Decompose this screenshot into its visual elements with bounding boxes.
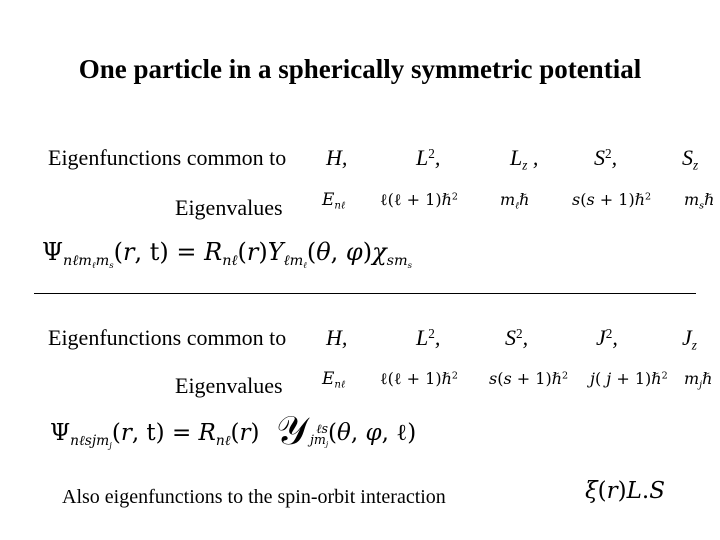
block2-ev-l: ℓ(ℓ + 1)ℏ$^2$ — [380, 369, 458, 388]
block1-label: Eigenfunctions common to — [48, 145, 287, 170]
block2-ev-s: s(s + 1)ℏ$^2$ — [489, 369, 569, 388]
block2-eigen-label: Eigenvalues — [175, 373, 283, 398]
block2-op-s2: $S^2$, — [505, 325, 529, 350]
block1-ev-s: s(s + 1)ℏ$^2$ — [572, 190, 652, 209]
block2-ev-energy: $E_{n\ell}$ — [322, 369, 346, 391]
block2-equation-lhs: $\Psi_{n\ell sjm_j}(r$, $t) = R_{n\ell}(r)$ — [50, 420, 260, 450]
block2-equation-rhs: $_{jm_j}^{\ell s}$(θ, φ, ℓ) — [310, 420, 417, 450]
block2-label: Eigenfunctions common to — [48, 325, 287, 350]
block1-eigen-label: Eigenvalues — [175, 195, 283, 220]
block1-ev-energy: $E_{n\ell}$ — [322, 190, 346, 212]
slide-title: One particle in a spherically symmetric potential — [78, 54, 642, 84]
block1-op-sz: $S_z$ — [682, 145, 699, 173]
block1-op-lz: $L_z$ , — [510, 145, 539, 173]
block1-ev-ms: $m_s\hbar$ — [684, 190, 715, 212]
block2-op-jz: $J_z$ — [682, 325, 697, 353]
block2-ev-j: j( j + 1)ℏ$^2$ — [590, 369, 668, 388]
block2-op-h: H, — [326, 325, 348, 350]
spin-orbit-formula: ξ(r)L.S — [585, 478, 665, 504]
block1-op-h: H, — [326, 145, 348, 170]
spin-angle-function-icon: 𝒴 — [276, 408, 308, 454]
block1-ev-l: ℓ(ℓ + 1)ℏ$^2$ — [380, 190, 458, 209]
block1-op-s2: $S^2$, — [594, 145, 618, 170]
block1-op-l2: $L^2$, — [416, 145, 441, 170]
footer-note: Also eigenfunctions to the spin-orbit interaction — [62, 486, 446, 508]
block2-op-l2: $L^2$, — [416, 325, 441, 350]
block1-equation: $\Psi_{n\ell m_\ell m_s}(r$, $t) = R_{n\ell}(r)Y_{\ell m_\ell}(\theta$, $\varphi)\chi_{sm_s}$ — [42, 238, 413, 272]
block1-ev-ml: $m_\ell\hbar$ — [500, 190, 530, 212]
block2-op-j2: $J^2$, — [596, 325, 618, 350]
section-divider — [34, 293, 696, 294]
block2-ev-mj: $m_j\hbar$ — [684, 369, 713, 391]
